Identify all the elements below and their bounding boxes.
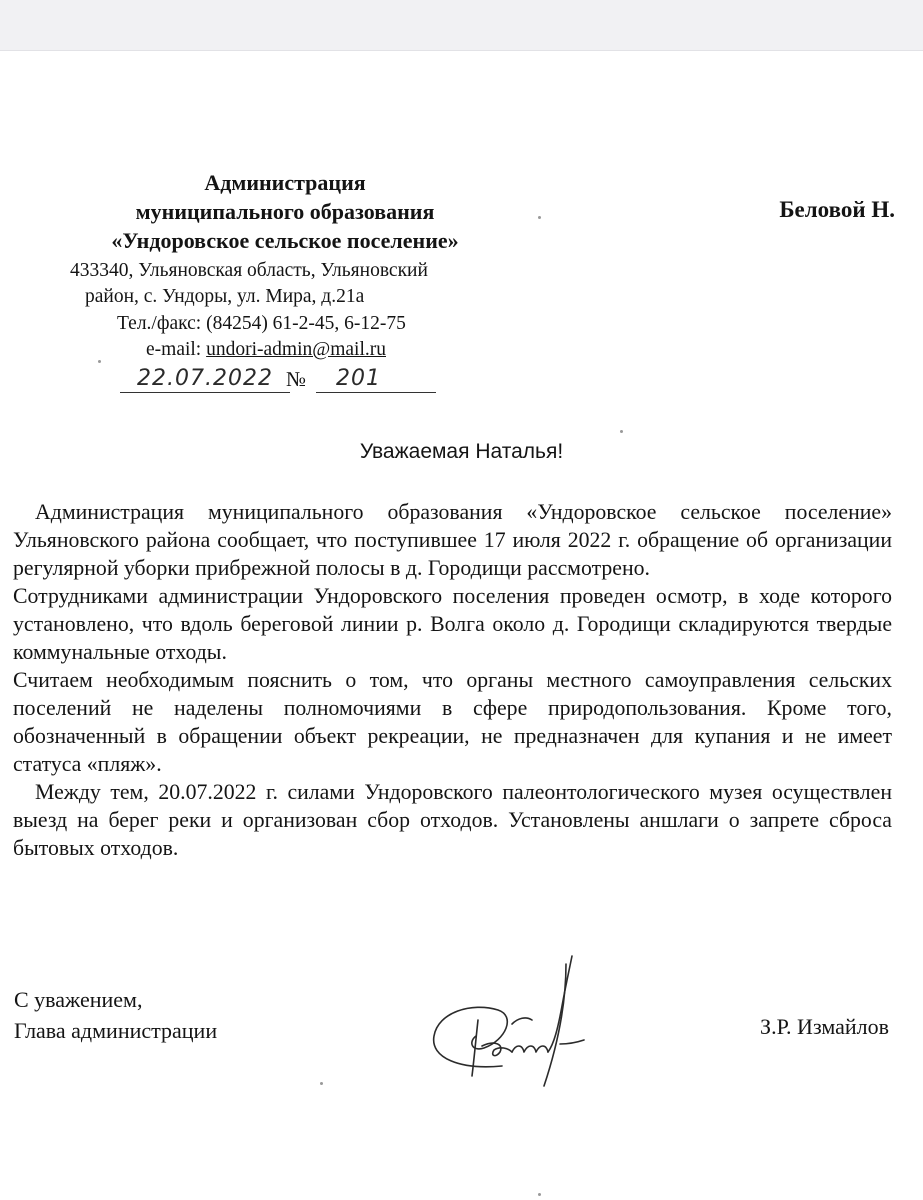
viewer-top-bar	[0, 0, 923, 51]
greeting: Уважаемая Наталья!	[359, 440, 564, 463]
closing-regards: С уважением,	[14, 987, 143, 1012]
scan-speck	[98, 360, 101, 363]
email-line	[146, 337, 386, 363]
address-line2: район, с. Ундоры, ул. Мира, д.21а	[85, 286, 365, 307]
scan-speck	[538, 216, 541, 219]
outgoing-number: 201	[336, 366, 381, 391]
recipient: Беловой Н.	[779, 197, 895, 222]
org-title-line1: Администрация	[204, 170, 366, 195]
handwritten-signature-icon	[420, 948, 600, 1098]
org-title-line2: муниципального образования	[135, 199, 435, 224]
letter-body	[13, 498, 892, 862]
signer-name: З.Р. Измайлов	[760, 1014, 889, 1039]
outgoing-number-field	[316, 366, 436, 393]
org-title-line3: «Ундоровское сельское поселение»	[111, 228, 459, 253]
outgoing-date: 22.07.2022	[120, 366, 290, 393]
paragraph-4: Между тем, 20.07.2022 г. силами Ундоровского палеонтологического музея осуществлен выезд на берег реки и организован сбор отходов. Установлены аншлаги о запрете сброса бытовых отходов.	[13, 780, 892, 860]
address-line1: 433340, Ульяновская область, Ульяновский	[70, 260, 428, 281]
phone-fax: Тел./факс: (84254) 61-2-45, 6-12-75	[117, 313, 406, 334]
paragraph-1: Администрация муниципального образования «Ундоровское сельское поселение» Ульяновского района сообщает, что поступившее 17 июля 2022 г. обращение об организации регулярной уборки прибрежной полосы в д. Городищи рассмотрено.	[13, 500, 892, 580]
paragraph-3: Считаем необходимым пояснить о том, что органы местного самоуправления сельских поселений не наделены полномочиями в сфере природопользования. Кроме того, обозначенный в обращении объект рекреации, не предназначен для купания и не имеет статуса «пляж».	[13, 668, 892, 776]
scan-speck	[320, 1082, 323, 1085]
number-sign: №	[286, 367, 307, 391]
scan-speck	[538, 1193, 541, 1196]
email-address: undori-admin@mail.ru	[206, 339, 386, 360]
org-header	[60, 168, 510, 255]
closing-position: Глава администрации	[14, 1018, 218, 1043]
paragraph-2: Сотрудниками администрации Ундоровского поселения проведен осмотр, в ходе которого установлено, что вдоль береговой линии р. Волга около д. Городищи складируются твердые коммунальные отходы.	[13, 584, 892, 664]
scan-speck	[620, 430, 623, 433]
closing	[14, 984, 217, 1046]
email-label: e-mail:	[146, 339, 202, 360]
